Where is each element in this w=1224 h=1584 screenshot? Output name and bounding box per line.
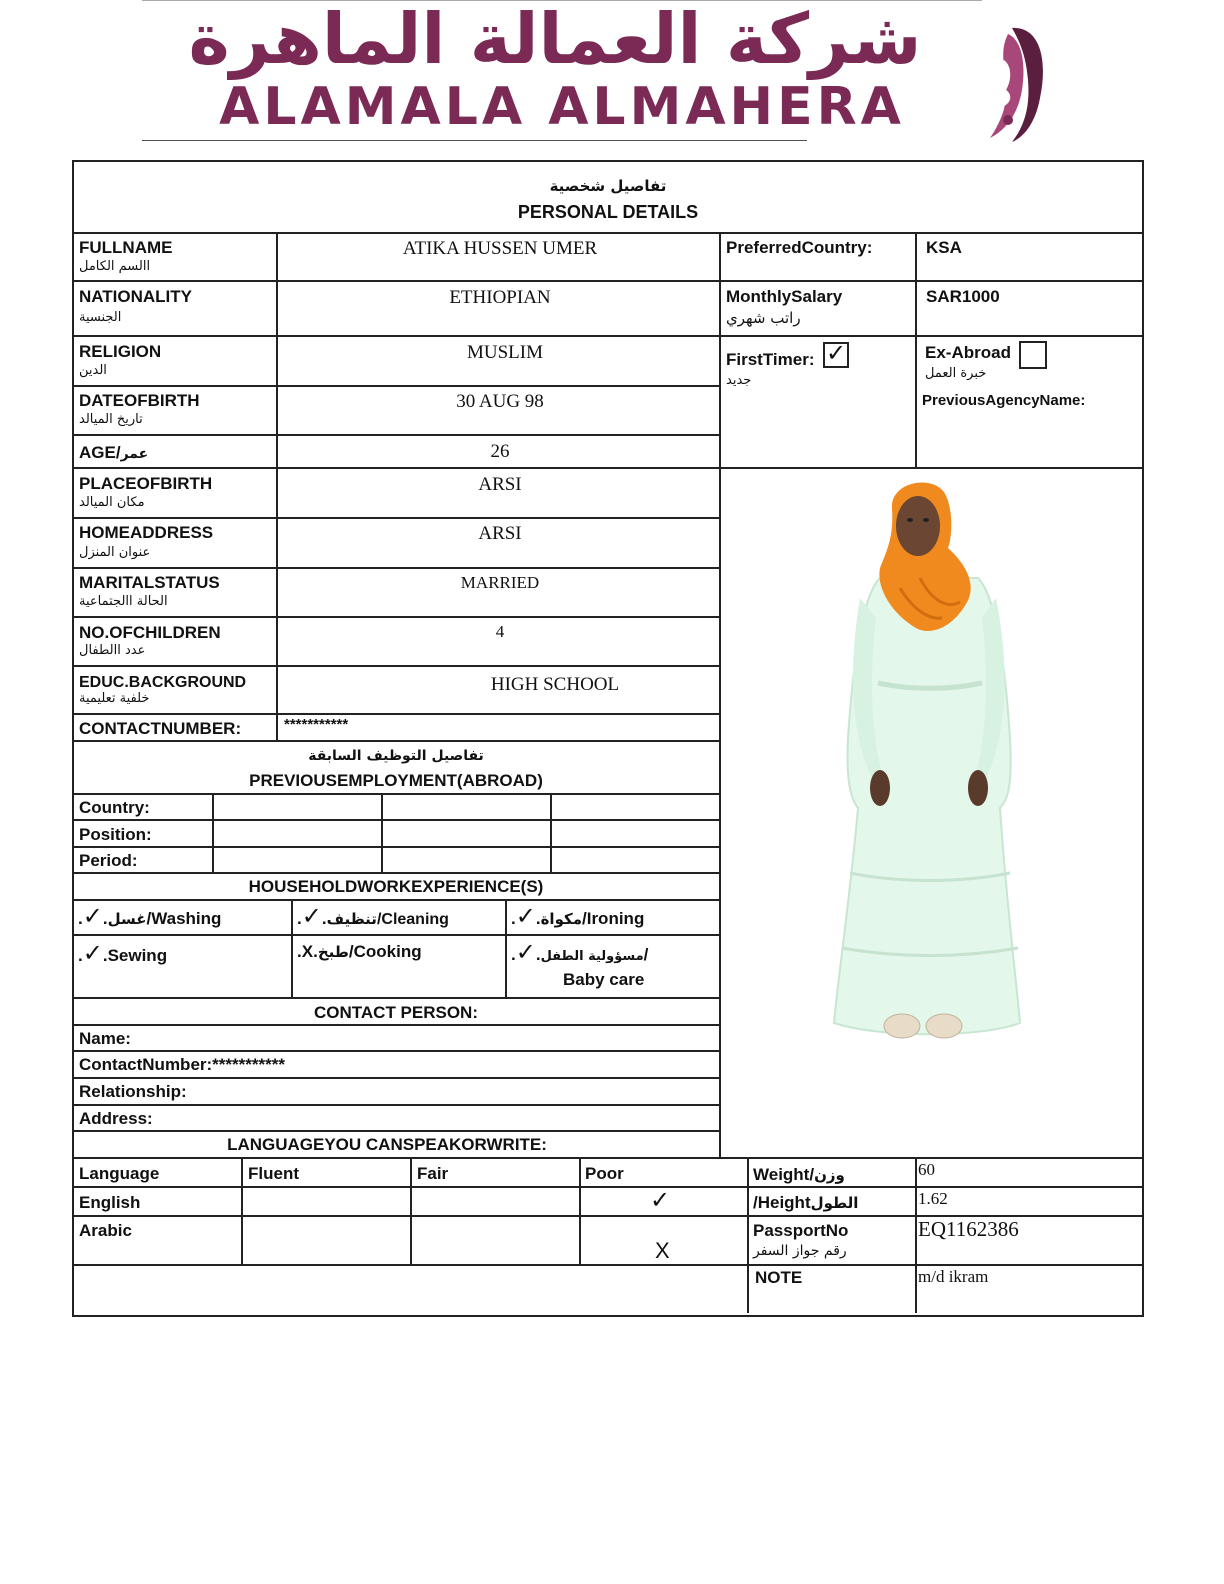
passport-value: EQ1162386 — [918, 1217, 1019, 1241]
lang-english: English — [79, 1193, 141, 1212]
preferred-country-value: KSA — [926, 238, 962, 257]
skill-babycare: .✓.مسؤولية الطفل/ — [511, 938, 649, 966]
skill-sewing: .✓.Sewing — [78, 939, 168, 967]
english-poor-check-icon: ✓ — [650, 1186, 671, 1214]
value-children: 4 — [495, 622, 505, 641]
label-religion: RELIGION — [79, 342, 162, 361]
label-nationality: NATIONALITY — [79, 287, 193, 306]
babycare-check-icon: ✓ — [515, 938, 536, 966]
contact-name-label: Name: — [79, 1029, 131, 1048]
label-religion-ar: الدين — [79, 363, 107, 378]
previous-employment-ar: تفاصيل التوظيف السابقة — [308, 748, 484, 764]
label-children: NO.OFCHILDREN — [79, 623, 221, 642]
first-timer-check-icon: ✓ — [826, 339, 847, 367]
contact-relationship-label: Relationship: — [79, 1082, 187, 1101]
prev-period-label: Period: — [79, 851, 138, 870]
label-children-ar: عدد االطفال — [79, 643, 146, 658]
note-label: NOTE — [755, 1268, 803, 1287]
value-dob: 30 AUG 98 — [456, 391, 544, 412]
value-homeaddress: ARSI — [478, 523, 522, 544]
arabic-poor-x-mark: X — [655, 1238, 670, 1263]
label-homeaddress: HOMEADDRESS — [79, 523, 214, 542]
label-dob: DATEOFBIRTH — [79, 391, 200, 410]
prev-country-label: Country: — [79, 798, 150, 817]
weight-value: 60 — [918, 1160, 935, 1179]
value-religion: MUSLIM — [466, 342, 543, 363]
skill-cooking: .X.طبخ/Cooking — [297, 942, 422, 961]
preferred-country-label: PreferredCountry: — [726, 238, 873, 257]
title-arabic: تفاصيل شخصية — [549, 177, 667, 195]
company-logo — [140, 0, 1060, 150]
height-label: /Heightالطول — [753, 1193, 859, 1212]
applicant-photo — [820, 478, 1040, 1053]
skill-washing: .✓.غسل/Washing — [78, 902, 222, 930]
label-placeofbirth-ar: مكان الميالد — [79, 495, 145, 510]
label-fullname-ar: االسم الكامل — [79, 259, 151, 274]
cleaning-check-icon: ✓ — [301, 902, 322, 930]
label-age — [79, 443, 148, 462]
monthly-salary-ar: راتب شهري — [726, 309, 801, 327]
ex-abroad-checkbox[interactable] — [1019, 341, 1047, 369]
label-contactnumber: CONTACTNUMBER: — [79, 719, 242, 738]
height-value: 1.62 — [918, 1189, 948, 1208]
value-age: 26 — [490, 441, 510, 462]
value-education: HIGH SCHOOL — [490, 674, 620, 695]
label-maritalstatus-ar: الحالة االجتماعية — [79, 594, 168, 609]
household-title: HOUSEHOLDWORKEXPERIENCE(S) — [248, 877, 544, 896]
skill-cleaning: .✓.تنظيف/Cleaning — [297, 902, 449, 930]
logo-english-name: ALAMALA ALMAHERA — [219, 77, 905, 137]
logo-arabic-name: شركة العمالة الماهرة — [188, 0, 922, 80]
washing-check-icon: ✓ — [82, 902, 103, 930]
note-value: m/d ikram — [918, 1267, 989, 1286]
label-age-ar: عمر — [120, 446, 149, 462]
languages-title: LANGUAGEYOU CANSPEAKORWRITE: — [227, 1135, 547, 1154]
first-timer-label: FirstTimer: — [726, 350, 815, 369]
passport-label-ar: رقم جواز السفر — [753, 1243, 847, 1259]
ironing-check-icon: ✓ — [515, 902, 536, 930]
passport-label: PassportNo — [753, 1221, 849, 1240]
ex-abroad-label: Ex-Abroad — [925, 343, 1011, 362]
value-placeofbirth: ARSI — [478, 474, 522, 495]
value-maritalstatus: MARRIED — [460, 573, 540, 592]
contact-number-label: ContactNumber:*********** — [79, 1055, 285, 1074]
label-homeaddress-ar: عنوان المنزل — [79, 545, 151, 560]
sewing-check-icon: ✓ — [82, 939, 103, 967]
label-dob-ar: تاريخ الميالد — [79, 412, 143, 427]
monthly-salary-value: SAR1000 — [926, 287, 1000, 306]
monthly-salary-label: MonthlySalary — [726, 287, 843, 306]
label-placeofbirth: PLACEOFBIRTH — [79, 474, 213, 493]
label-maritalstatus: MARITALSTATUS — [79, 573, 220, 592]
weight-label: Weight/وزن — [753, 1165, 845, 1184]
ex-abroad-ar: خبرة العمل — [925, 366, 987, 381]
prev-position-label: Position: — [79, 825, 152, 844]
cooking-x-mark: X — [301, 942, 314, 961]
page-title: PERSONAL DETAILS — [517, 202, 699, 222]
lang-header-fluent: Fluent — [248, 1164, 299, 1183]
lang-arabic: Arabic — [79, 1221, 132, 1240]
lang-header-poor: Poor — [585, 1164, 624, 1183]
previous-employment-title: PREVIOUSEMPLOYMENT(ABROAD) — [249, 771, 543, 790]
label-education-ar: خلفية تعليمية — [79, 691, 150, 706]
value-nationality: ETHIOPIAN — [449, 287, 551, 308]
lang-header-fair: Fair — [417, 1164, 449, 1183]
first-timer-ar: جديد — [726, 373, 752, 388]
value-fullname: ATIKA HUSSEN UMER — [402, 238, 598, 259]
contact-address-label: Address: — [79, 1109, 153, 1128]
previous-agency-label: PreviousAgencyName: — [922, 392, 1086, 409]
label-fullname: FULLNAME — [79, 238, 173, 257]
logo-bottom-rule — [142, 140, 807, 141]
lang-header-language: Language — [79, 1164, 160, 1183]
label-education: EDUC.BACKGROUND — [79, 674, 247, 691]
label-nationality-ar: الجنسية — [79, 310, 122, 325]
contact-person-title: CONTACT PERSON: — [313, 1003, 478, 1022]
label-age-text: AGE/ — [79, 443, 121, 462]
skill-ironing: .✓.مكواة/Ironing — [511, 902, 645, 930]
value-contactnumber: *********** — [284, 716, 349, 733]
skill-babycare-label: Baby care — [563, 970, 645, 989]
first-timer-checkbox[interactable] — [823, 339, 849, 368]
logo-emblem-icon — [982, 20, 1052, 145]
